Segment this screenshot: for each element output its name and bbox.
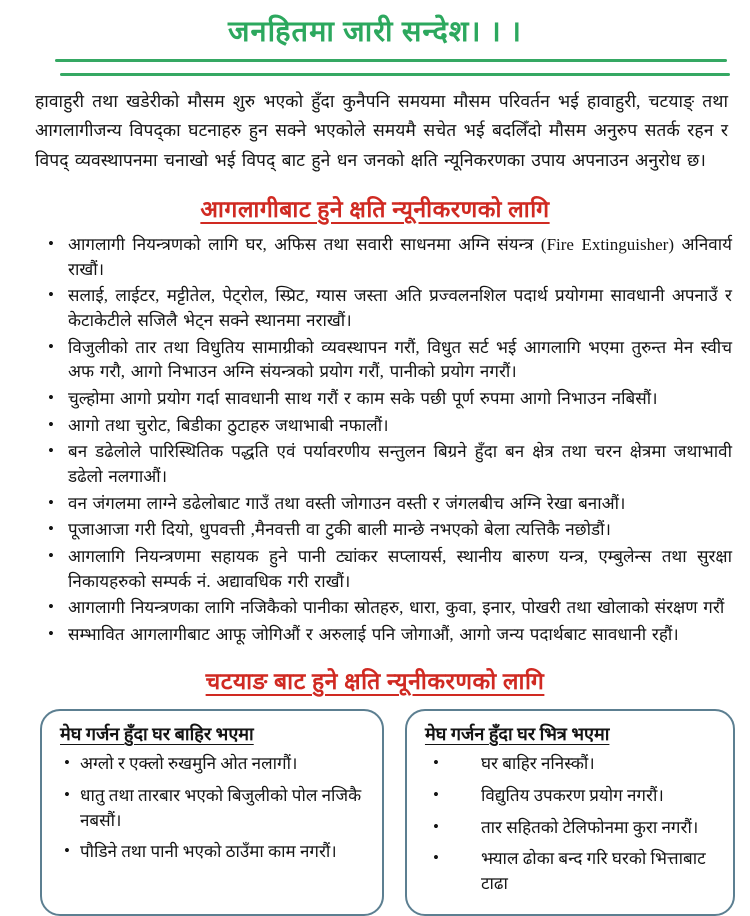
green-divider-bottom bbox=[60, 73, 730, 76]
list-item: • आगलागि नियन्त्रणमा सहायक हुने पानी ट्यांकर सप्लायर्स, स्थानीय बारुण यन्त्र, एम्बुलेन्स तथा सुरक्षा निकायहरुको सम्पर्क नं. अद्यावधिक गरी राखौं। bbox=[48, 545, 732, 594]
inside-home-box bbox=[405, 709, 735, 915]
lightning-section-heading: चटयाङ बाट हुने क्षति न्यूनीकरणको लागि bbox=[205, 669, 545, 695]
fire-section-heading: आगलागीबाट हुने क्षति न्यूनीकरणको लागि bbox=[200, 197, 550, 223]
list-item: • अग्लो र एक्लो रुखमुनि ओत नलागौं। bbox=[58, 752, 370, 777]
lightning-boxes-row bbox=[40, 709, 735, 915]
list-item: • सलाई, लाईटर, मट्टीतेल, पेट्रोल, स्प्रिट, ग्यास जस्ता अति प्रज्वलनशिल पदार्थ प्रयोगमा सावधानी अपनाउँ र केटाकेटीले सजिलै भेट्न सक्ने स्थानमा नराखौं। bbox=[48, 284, 732, 333]
list-item: • आगलागी नियन्त्रणको लागि घर, अफिस तथा सवारी साधनमा अग्नि संयन्त्र (Fire Extinguisher) अनिवार्य राखौं। bbox=[48, 233, 732, 282]
list-item: • पूजाआजा गरी दियो, धुपवत्ती ,मैनवत्ती वा टुकी बाली मान्छे नभएको बेला त्यत्तिकै नछोडौं। bbox=[48, 518, 732, 543]
list-item: • चुल्होमा आगो प्रयोग गर्दा सावधानी साथ गरौं र काम सके पछी पूर्ण रुपमा आगो निभाउन नबिसौं। bbox=[48, 387, 732, 412]
list-item: • विजुलीको तार तथा विधुतिय सामाग्रीको व्यवस्थापन गरौं, विधुत सर्ट भई आगलागि भएमा तुरुन्त मेन स्वीच अफ गरौ, आगो निभाउन अग्नि संयन्त्रको प्रयोग गरौं, पानीको प्रयोग नगरौं। bbox=[48, 336, 732, 385]
list-item: • विद्युतिय उपकरण प्रयोग नगरौं। bbox=[423, 784, 721, 809]
inside-home-box-heading: मेघ गर्जन हुँदा घर भित्र भएमा bbox=[424, 724, 610, 745]
outside-home-box-heading: मेघ गर्जन हुँदा घर बाहिर भएमा bbox=[60, 724, 254, 745]
list-item: • आगो तथा चुरोट, बिडीका ठुटाहरु जथाभाबी नफालौं। bbox=[48, 414, 732, 439]
list-item: • वन जंगलमा लाग्ने डढेलोबाट गाउँ तथा वस्ती जोगाउन वस्ती र जंगलबीच अग्नि रेखा बनाऔं। bbox=[48, 492, 732, 517]
list-item: • तार सहितको टेलिफोनमा कुरा नगरौं। bbox=[423, 816, 721, 841]
list-item: • आगलागी नियन्त्रणका लागि नजिकैको पानीका स्रोतहरु, धारा, कुवा, इनार, पोखरी तथा खोलाको संरक्षण गरौं bbox=[48, 596, 732, 621]
outside-home-list bbox=[58, 752, 370, 865]
page-title: जनहितमा जारी सन्देश। । । bbox=[228, 16, 522, 48]
list-item: • झ्याल ढोका बन्द गरि घरको भित्ताबाट टाढा bbox=[423, 847, 721, 896]
outside-home-box bbox=[40, 709, 384, 915]
green-divider-top bbox=[55, 59, 727, 62]
list-item: • पौडिने तथा पानी भएको ठाउँमा काम नगरौं। bbox=[58, 840, 370, 865]
list-item: • बन डढेलोले पारिस्थितिक पद्धति एवं पर्यावरणीय सन्तुलन बिग्रने हुँदा बन क्षेत्र तथा चरन क्षेत्रमा जथाभावी डढेलो नलगाऔं। bbox=[48, 440, 732, 489]
list-item: • सम्भावित आगलागीबाट आफू जोगिऔं र अरुलाई पनि जोगाऔं, आगो जन्य पदार्थबाट सावधानी रहौं। bbox=[48, 623, 732, 648]
fire-safety-list bbox=[48, 233, 732, 647]
intro-paragraph: हावाहुरी तथा खडेरीको मौसम शुरु भएको हुँदा कुनैपनि समयमा मौसम परिवर्तन भई हावाहुरी, चटयाङ् तथा आगलागीजन्य विपद्का घटनाहरु हुन सक्ने भएकोले समयमै सचेत भई बदलिँदो मौसम अनुरुप सतर्क रहन र विपद् व्यवस्थापनमा चनाखो भई विपद् बाट हुने धन जनको क्षति न्यूनिकरणका उपाय अपनाउन अनुरोध छ। bbox=[35, 91, 728, 170]
list-item: • धातु तथा तारबार भएको बिजुलीको पोल नजिकै नबसौं। bbox=[58, 784, 370, 833]
list-item: • घर बाहिर ननिस्कौं। bbox=[423, 752, 721, 777]
inside-home-list bbox=[423, 752, 721, 896]
